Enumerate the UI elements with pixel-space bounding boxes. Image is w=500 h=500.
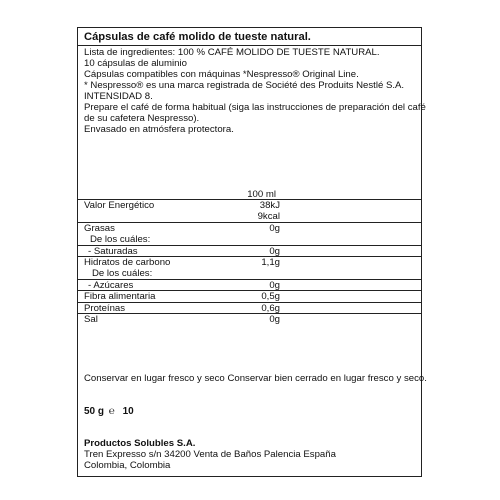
nutrient-name: Valor Energético <box>84 200 155 211</box>
intensity-line: INTENSIDAD 8. <box>84 91 153 102</box>
preparation-line-2: de su cafetera Nespresso). <box>84 113 200 124</box>
nutrient-name: Fibra alimentaria <box>84 291 156 302</box>
estimated-sign-icon: ℮ <box>108 406 115 417</box>
net-weight: 50 g <box>84 406 105 417</box>
nutrient-name: De los cuáles: <box>90 234 151 245</box>
capsule-count: 10 <box>122 406 134 417</box>
nutrient-name: Hidratos de carbono <box>84 257 171 268</box>
net-quantity <box>84 406 134 417</box>
trademark-line: * Nespresso® es una marca registrada de Société des Produits Nestlé S.A. <box>84 80 405 91</box>
nutrient-value: 9kcal <box>257 211 280 222</box>
nutrient-value: 38kJ <box>259 200 280 211</box>
nutrient-name: - Saturadas <box>88 246 138 257</box>
nutrient-name: De los cuáles: <box>92 268 153 279</box>
nutrition-row <box>84 200 324 211</box>
nutrition-row <box>84 257 324 268</box>
capsule-count-line: 10 cápsulas de aluminio <box>84 58 187 69</box>
nutrient-name: Proteínas <box>84 303 126 314</box>
nutrient-value: 1,1g <box>261 257 280 268</box>
preparation-line-1: Prepare el café de forma habitual (siga las instrucciones de preparación del café <box>84 102 426 113</box>
nutrient-name: Grasas <box>84 223 115 234</box>
packaging-line: Envasado en atmósfera protectora. <box>84 124 234 135</box>
nutrient-value: 0g <box>269 246 280 257</box>
title-divider <box>78 45 421 46</box>
nutrition-row <box>84 291 324 302</box>
nutrient-name: - Azúcares <box>88 280 134 291</box>
nutrient-name: Sal <box>84 314 98 325</box>
manufacturer-country: Colombia, Colombia <box>84 460 171 471</box>
nutrition-row <box>84 314 324 325</box>
nutrient-value: 0g <box>269 314 280 325</box>
nutrition-row <box>84 234 324 245</box>
nutrition-row <box>84 223 324 234</box>
product-title: Cápsulas de café molido de tueste natural. <box>84 31 311 43</box>
nutrition-header-value: 100 ml <box>247 189 276 200</box>
storage-instructions: Conservar en lugar fresco y seco Conservar bien cerrado en lugar fresco y seco. <box>84 373 427 384</box>
product-label <box>77 27 427 477</box>
nutrition-row <box>84 211 324 222</box>
ingredients-line: Lista de ingredientes: 100 % CAFÉ MOLIDO DE TUESTE NATURAL. <box>84 47 380 58</box>
manufacturer-address: Tren Expresso s/n 34200 Venta de Baños Palencia España <box>84 449 336 460</box>
manufacturer-name: Productos Solubles S.A. <box>84 438 196 449</box>
nutrient-value: 0g <box>269 223 280 234</box>
nutrient-value: 0,6g <box>261 303 280 314</box>
nutrient-value: 0,5g <box>261 291 280 302</box>
compatibility-line: Cápsulas compatibles con máquinas *Nespresso® Original Line. <box>84 69 359 80</box>
nutrient-value: 0g <box>269 280 280 291</box>
nutrition-row <box>84 268 324 279</box>
